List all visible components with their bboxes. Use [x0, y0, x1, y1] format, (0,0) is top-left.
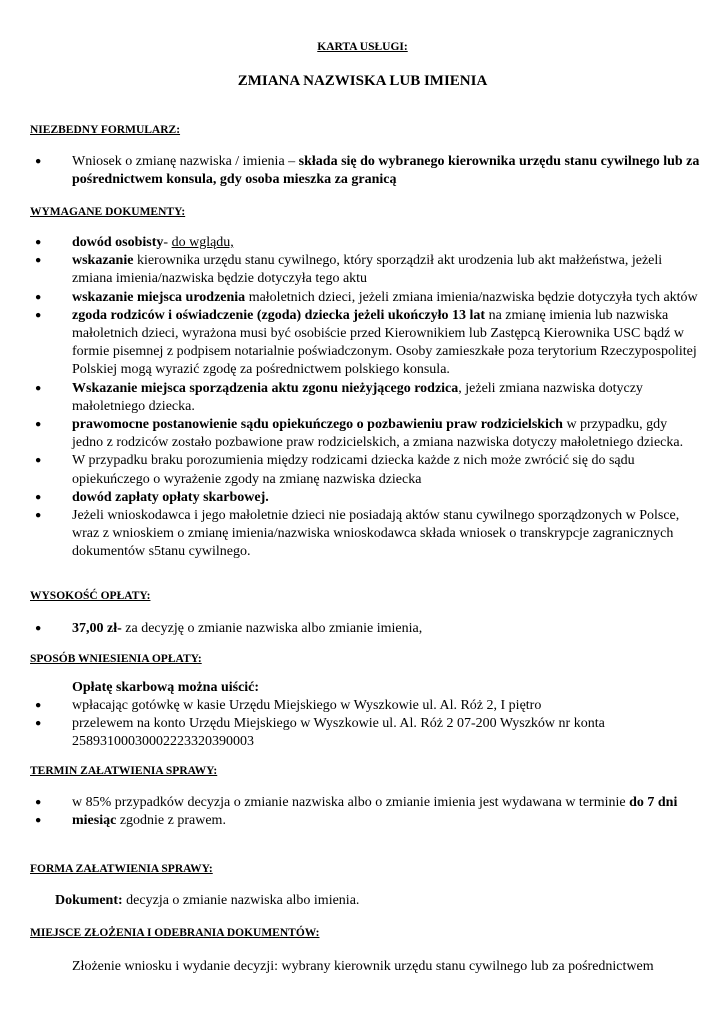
list-item: ● prawomocne postanowienie sądu opiekuńczego o pozbawieniu praw rodzicielskich w przypadku, gdy jedno z rodziców zostało pozbawione praw rodzicielskich, a zmiana nazwiska dotyczy małoletniego dziecka. — [30, 416, 700, 452]
miejsce-text: Złożenie wniosku i wydanie decyzji: wybrany kierownik urzędu stanu cywilnego lub za pośrednictwem — [72, 959, 654, 974]
list-item: ● wskazanie kierownika urzędu stanu cywilnego, który sporządził akt urodzenia lub akt małżeństwa, jeżeli zmiana imienia/nazwiska będzie dotyczyła tego aktu — [30, 252, 700, 288]
list-item: ● W przypadku braku porozumienia między rodzicami dziecka każde z nich może zwrócić się do sądu opiekuńczego o wyrażenie zgody na zmianę nazwiska dziecka — [30, 452, 700, 488]
list-item: ● przelewem na konto Urzędu Miejskiego w Wyszkowie ul. Al. Róż 2 07-200 Wyszków nr konta 25893100030002223320390003 — [30, 715, 700, 751]
termin-list — [30, 794, 700, 830]
list-item: ● Wniosek o zmianę nazwiska / imienia – składa się do wybranego kierownika urzędu stanu cywilnego lub za pośrednictwem konsula, gdy osoba mieszka za granicą — [30, 153, 700, 189]
payment-intro: Opłatę skarbową można uiścić: — [72, 680, 260, 695]
list-item: ● Wskazanie miejsca sporządzenia aktu zgonu nieżyjącego rodzica, jeżeli zmiana nazwiska dotyczy małoletniego dziecka. — [30, 380, 700, 416]
oplata-list — [30, 620, 700, 638]
list-item: ● dowód osobisty- do wglądu, — [30, 234, 700, 252]
section-heading-dokumenty: WYMAGANE DOKUMENTY: — [30, 206, 186, 218]
section-heading-miejsce: MIEJSCE ZŁOŻENIA I ODEBRANIA DOKUMENTÓW: — [30, 927, 320, 939]
section-heading-forma: FORMA ZAŁATWIENIA SPRAWY: — [30, 863, 213, 875]
list-item: ● wpłacając gotówkę w kasie Urzędu Miejskiego w Wyszkowie ul. Al. Róż 2, I piętro — [30, 697, 700, 715]
list-item: ● miesiąc zgodnie z prawem. — [30, 812, 700, 830]
list-item: ● wskazanie miejsca urodzenia małoletnich dzieci, jeżeli zmiana imienia/nazwiska będzie dotyczyła tych aktów — [30, 289, 700, 307]
dokumenty-list — [30, 234, 700, 562]
section-heading-sposob: SPOSÓB WNIESIENIA OPŁATY: — [30, 653, 202, 665]
formularz-list — [30, 153, 700, 189]
forma-text: Dokument: decyzja o zmianie nazwiska albo imienia. — [55, 893, 360, 908]
section-heading-oplata: WYSOKOŚĆ OPŁATY: — [30, 590, 151, 602]
list-item: ● Jeżeli wnioskodawca i jego małoletnie dzieci nie posiadają aktów stanu cywilnego sporządzonych w Polsce, wraz z wnioskiem o zmianę imienia/nazwiska wnioskodawca składa wniosek o transkrypcje zagranicznych dokumentów s5tanu cywilnego. — [30, 507, 700, 562]
document-title: ZMIANA NAZWISKA LUB IMIENIA — [237, 73, 488, 89]
sposob-list — [30, 697, 700, 752]
list-item: ● w 85% przypadków decyzja o zmianie nazwiska albo o zmianie imienia jest wydawana w terminie do 7 dni — [30, 794, 700, 812]
section-heading-termin: TERMIN ZAŁATWIENIA SPRAWY: — [30, 765, 218, 777]
service-card-label: KARTA USŁUGI: — [317, 41, 408, 53]
list-item: ● 37,00 zł- za decyzję o zmianie nazwiska albo zmianie imienia, — [30, 620, 700, 638]
section-heading-formularz: NIEZBEDNY FORMULARZ: — [30, 124, 181, 136]
list-item: ● dowód zapłaty opłaty skarbowej. — [30, 489, 700, 507]
list-item: ● zgoda rodziców i oświadczenie (zgoda) dziecka jeżeli ukończyło 13 lat na zmianę imienia lub nazwiska małoletnich dzieci, wyrażona musi być osobiście przed Kierownikiem lub Zastępcą Kierownika USC bądź w formie pisemnej z podpisem notarialnie poświadczonym. Osoby zamieszkałe poza terytorium Rzeczypospolitej Polskiej mogą wyrazić zgodę za pośrednictwem polskiego konsula. — [30, 307, 700, 380]
